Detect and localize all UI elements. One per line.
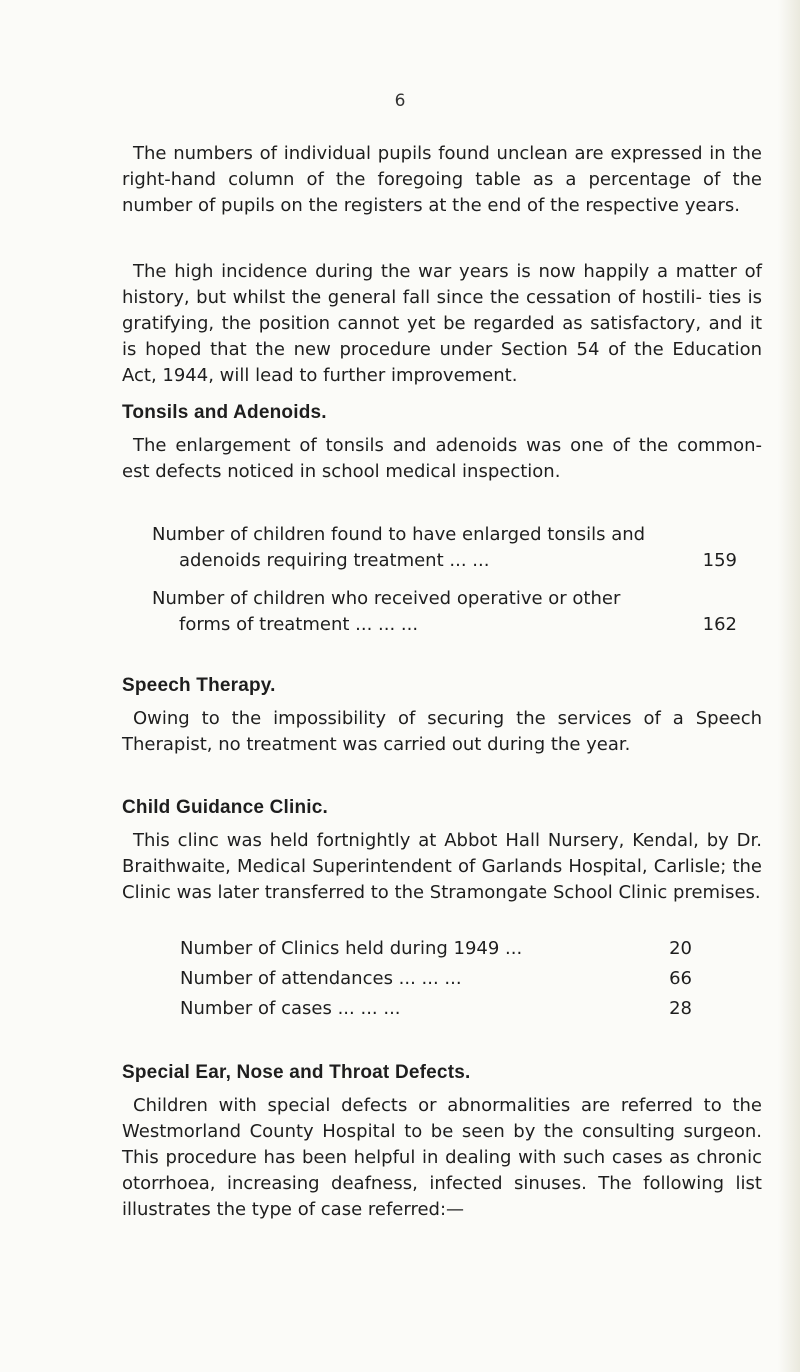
stat-value: 162 <box>702 614 737 635</box>
clinic-row <box>180 966 692 992</box>
ent-heading: Special Ear, Nose and Throat Defects. <box>122 1062 471 1083</box>
intro-paragraph-1: The numbers of individual pupils found unclean are expressed in the right-hand column of the foregoing table as a percentage of the number of pupils on the registers at the end of the respective years. <box>122 143 762 216</box>
clinic-row-label: Number of cases ... ... ... <box>180 998 401 1019</box>
clinic-row <box>180 936 692 962</box>
page-number: 6 <box>394 91 406 111</box>
scan-edge-shadow <box>778 0 800 1372</box>
clinic-row <box>180 996 692 1022</box>
stat-value: 159 <box>702 550 737 571</box>
tonsils-paragraph: The enlargement of tonsils and adenoids was one of the common- est defects noticed in school medical inspection. <box>122 435 762 482</box>
tonsils-heading: Tonsils and Adenoids. <box>122 402 327 423</box>
stat-label-line2: forms of treatment ... ... ... <box>179 614 419 635</box>
clinic-row-label: Number of attendances ... ... ... <box>180 968 462 989</box>
child-guidance-paragraph: This clinc was held fortnightly at Abbot Hall Nursery, Kendal, by Dr. Braithwaite, Medical Superintendent of Garlands Hospital, Carlisle; the Clinic was later transferred to the Stramongate School Clinic premises. <box>122 830 762 903</box>
child-guidance-heading: Child Guidance Clinic. <box>122 797 329 818</box>
stat-label-line2: adenoids requiring treatment ... ... <box>179 550 490 571</box>
ent-paragraph: Children with special defects or abnormalities are referred to the Westmorland County Hospital to be seen by the consulting surgeon. This procedure has been helpful in dealing with such cases as chronic otorrhoea, increasing deafness, infected sinuses. The following list illustrates the type of case referred:— <box>122 1095 762 1220</box>
speech-heading: Speech Therapy. <box>122 675 276 696</box>
clinic-row-label: Number of Clinics held during 1949 ... <box>180 938 523 959</box>
clinic-row-value: 66 <box>669 968 692 989</box>
tonsils-stat-enlarged <box>152 522 737 574</box>
tonsils-stat-treated <box>152 586 737 638</box>
intro-paragraph-2: The high incidence during the war years is now happily a matter of history, but whilst the general fall since the cessation of hostili- ties is gratifying, the position cannot yet be regarded as satisfactory, and it is hoped that the new procedure under Section 54 of the Education Act, 1944, will lead to further improvement. <box>122 261 762 386</box>
stat-label-line1: Number of children who received operative or other <box>152 588 621 609</box>
stat-label-line1: Number of children found to have enlarged tonsils and <box>152 524 646 545</box>
clinic-row-value: 20 <box>669 938 692 959</box>
clinic-row-value: 28 <box>669 998 692 1019</box>
speech-paragraph: Owing to the impossibility of securing the services of a Speech Therapist, no treatment was carried out during the year. <box>122 708 762 755</box>
